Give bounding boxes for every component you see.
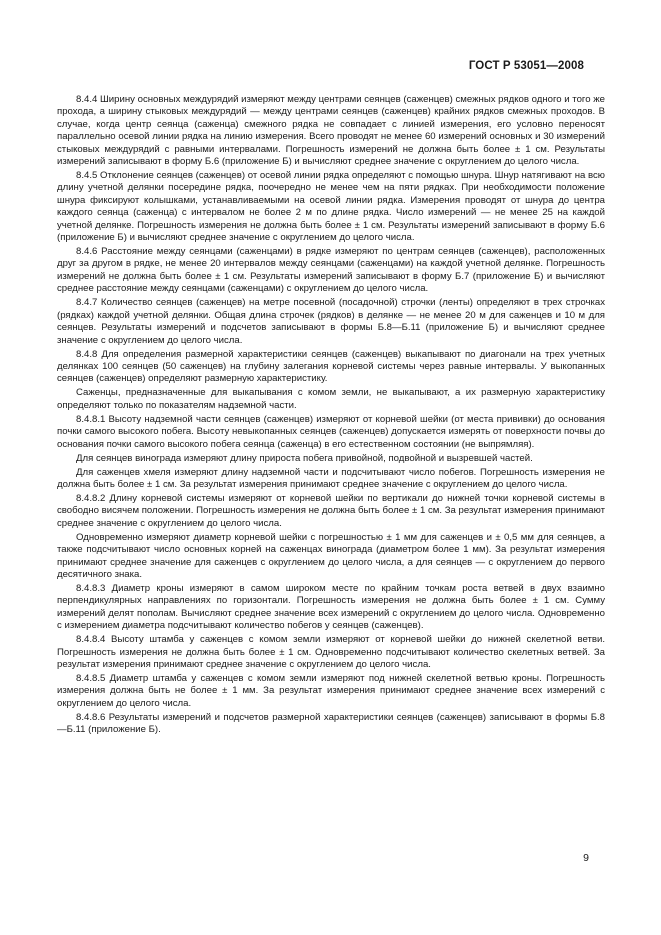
paragraph: Одновременно измеряют диаметр корневой шейки с погрешностью ± 1 мм для саженцев и ± 0,5 мм для сеянцев, а также подсчитывают число основных корней на саженцах винограда (диаметром более 1 мм). За результат измерения принимают среднее значение для саженцев с округлением до целого числа, а для сеянцев — с округлением до первого десятичного знака. xyxy=(57,531,605,580)
paragraph: 8.4.8.5 Диаметр штамба у саженцев с комом земли измеряют под нижней скелетной ветвью кроны. Погрешность измерения должна быть не более ± 1 мм. За результат измерения принимают среднее значение всех измерений с округлением до целого числа. xyxy=(57,673,605,709)
paragraph: 8.4.6 Расстояние между сеянцами (саженцами) в рядке измеряют по центрам сеянцев (саженцев), расположенных друг за другом в рядке, не менее 20 интервалов между сеянцами (саженцами) на каждой учетной делянке. Погрешность измерений не должна быть более ± 1 см. Результаты измерений записывают в форму Б.7 (приложение Б) и вычисляют среднее расстояние между сеянцами (саженцами) с округлением до целого числа. xyxy=(57,246,605,295)
paragraph: Для саженцев хмеля измеряют длину надземной части и подсчитывают число побегов. Погрешность измерения не должна быть более ± 1 см. За результат измерения принимают среднее значение с округлением до целого числа. xyxy=(57,466,605,490)
paragraph: 8.4.4 Ширину основных междурядий измеряют между центрами сеянцев (саженцев) смежных рядков одного и того же прохода, а ширину стыковых междурядий — между центрами сеянцев (саженцев) крайних рядков смежных проходов. В случае, когда центр сеянца (саженца) смежного рядка не совпадает с линией измерения, его условно переносят параллельно осевой линии рядка на линию измерения. Всего проводят не менее 60 измерений основных и 30 измерений стыковых междурядий с равными интервалами. Погрешность измерений не должна быть более ± 1 см. Результаты измерений записывают в форму Б.6 (приложение Б) и вычисляют среднее значение с округлением до целого числа. xyxy=(57,94,605,168)
paragraph: 8.4.8.3 Диаметр кроны измеряют в самом широком месте по крайним точкам роста ветвей в двух взаимно перпендикулярных направлениях по горизонтали. Погрешность измерения не должна быть более ± 1 см. Сумму измерений делят пополам. Вычисляют среднее значение всех измерений с округлением до целого числа. Одновременно с измерением диаметра подсчитывают количество побегов у сеянцев (саженцев). xyxy=(57,582,605,632)
body-text xyxy=(57,94,605,738)
paragraph: 8.4.8.1 Высоту надземной части сеянцев (саженцев) измеряют от корневой шейки (от места прививки) до основания почки самого высокого побега. Высоту невыкопанных сеянцев (саженцев) допускается измерять от поверхности почвы до основания почки самого высокого побега сеянца (саженца) в его естественном состоянии (не выпрямляя). xyxy=(57,413,605,450)
page-number: 9 xyxy=(583,852,589,864)
paragraph: 8.4.8.6 Результаты измерений и подсчетов размерной характеристики сеянцев (саженцев) записывают в формы Б.8—Б.11 (приложение Б). xyxy=(57,711,605,736)
paragraph: 8.4.8.4 Высоту штамба у саженцев с комом земли измеряют от корневой шейки до нижней скелетной ветви. Погрешность измерения не должна быть более ± 1 см. Одновременно подсчитывают количество скелетных ветвей. За результат измерения принимают среднее значение с округлением до целого числа. xyxy=(57,634,605,670)
document-id: ГОСТ Р 53051—2008 xyxy=(468,60,584,72)
paragraph: 8.4.5 Отклонение сеянцев (саженцев) от осевой линии рядка определяют с помощью шнура. Шнур натягивают на всю длину учетной делянки посередине рядка, поочередно не менее чем на пяти рядках. При необходимости положение шнура фиксируют колышками, устанавливаемыми на осевой линии рядка. Измерения проводят от шнура до центра каждого сеянца (саженца) с интервалом не более 2 м по длине рядка. Число измерений — не менее 25 на каждой учетной делянке. Погрешность измерения не должна быть более ± 1 см. Результаты измерений записывают в форму Б.6 (приложение Б) и вычисляют среднее значение с округлением до целого числа. xyxy=(57,170,605,244)
paragraph: Саженцы, предназначенные для выкапывания с комом земли, не выкапывают, а их размерную характеристику определяют только по показателям надземной части. xyxy=(57,387,605,411)
paragraph: 8.4.7 Количество сеянцев (саженцев) на метре посевной (посадочной) строчки (ленты) определяют в трех строчках (рядках) каждой учетной делянки. Общая длина строчек (рядков) в делянке — не менее 20 м для саженцев и 10 м для сеянцев. Результаты измерений и подсчетов записывают в формы Б.8—Б.11 (приложение Б) и вычисляют среднее значение с округлением до целого числа. xyxy=(57,297,605,346)
paragraph: 8.4.8 Для определения размерной характеристики сеянцев (саженцев) выкапывают по диагонали на трех учетных делянках 100 сеянцев (50 саженцев) на глубину залегания корневой системы через равные интервалы. У выкопанных сеянцев (саженцев) определяют размерную характеристику. xyxy=(57,348,605,385)
paragraph: 8.4.8.2 Длину корневой системы измеряют от корневой шейки по вертикали до нижней точки корневой системы в свободно висячем положении. Погрешность измерения не должна быть более ± 1 см. За результат измерения принимают среднее значение с округлением до целого числа. xyxy=(57,492,605,529)
paragraph: Для сеянцев винограда измеряют длину прироста побега привойной, подвойной и вызревшей частей. xyxy=(76,452,533,464)
